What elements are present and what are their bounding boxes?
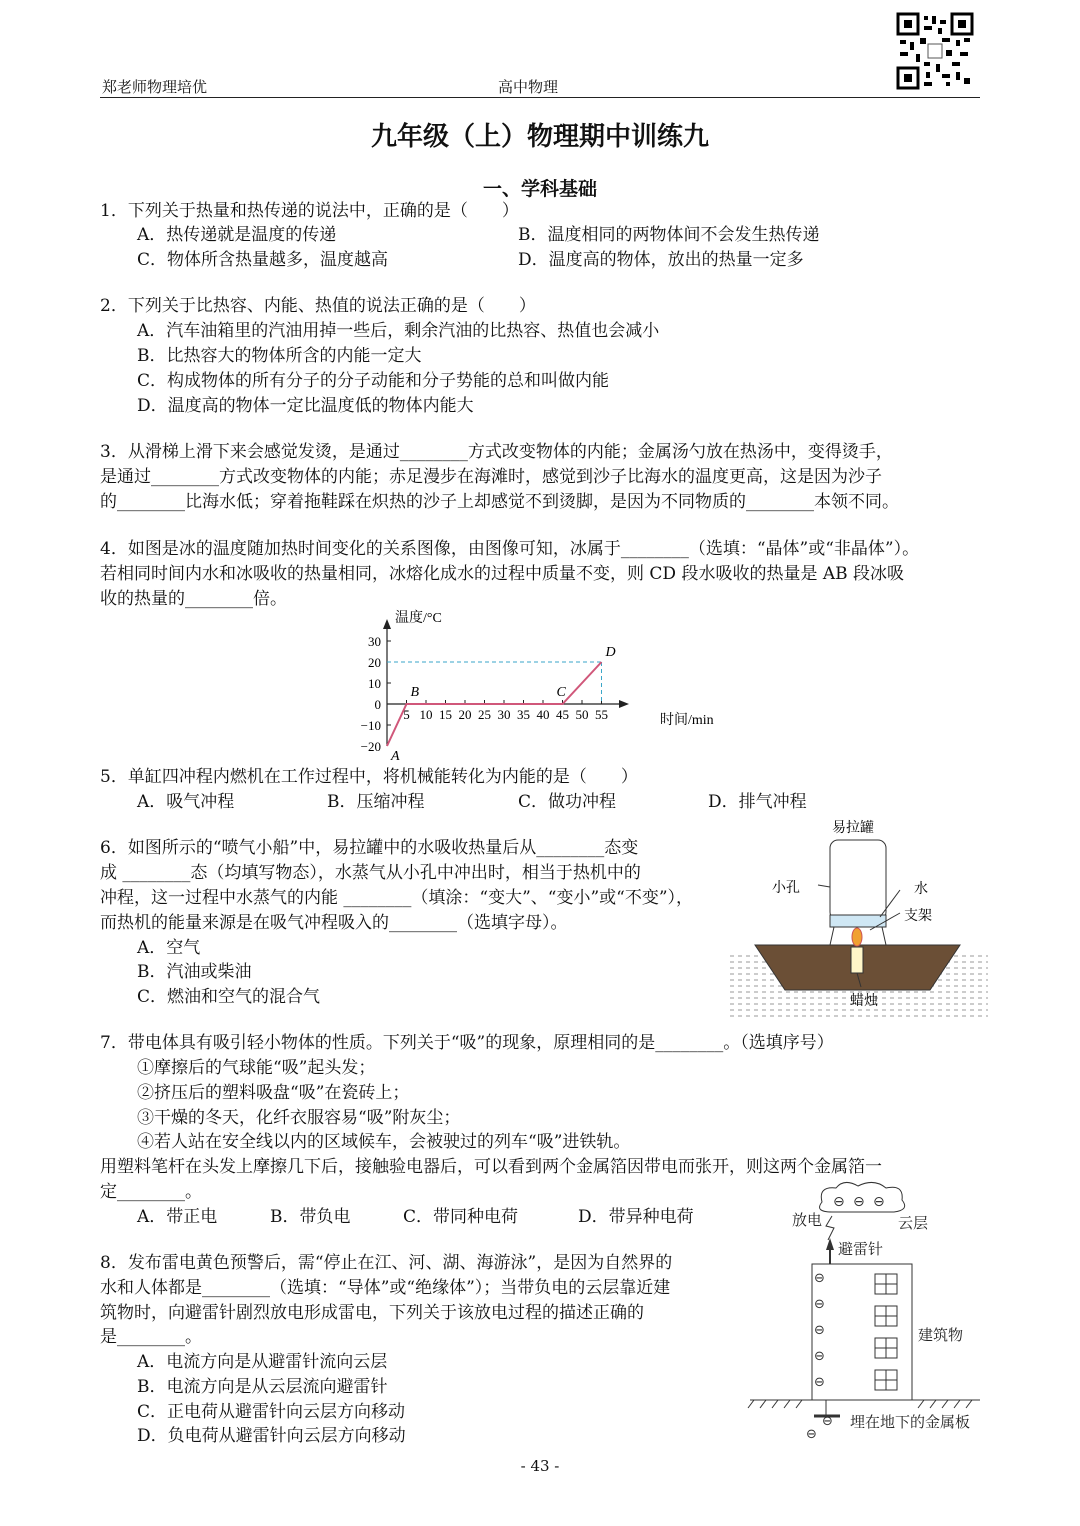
temperature-time-chart: [340, 600, 740, 760]
x-tick-label: 50: [575, 707, 589, 722]
q1-option-c: C．物体所含热量越多，温度越高: [137, 250, 389, 270]
q8-line-3: 筑物时，向避雷针剧烈放电形成雷电，下列关于该放电过程的描述正确的: [100, 1303, 644, 1323]
q7-item-3: ③干燥的冬天，化纤衣服容易“吸”附灰尘；: [137, 1108, 461, 1128]
q6-option-a: A．空气: [137, 938, 201, 958]
plate-charge: ⊖: [806, 1427, 817, 1442]
x-tick-label: 10: [419, 707, 433, 722]
q6-option-b: B．汽油或柴油: [137, 962, 252, 982]
y-tick-label: 10: [368, 676, 381, 691]
x-tick-label: 15: [439, 707, 452, 722]
page-title: 九年级（上）物理期中训练九: [370, 122, 709, 152]
q8-option-b: B．电流方向是从云层流向避雷针: [137, 1377, 388, 1397]
q5-option-b: B．压缩冲程: [327, 792, 425, 812]
x-tick-label: 20: [458, 707, 472, 722]
point-label-d: D: [605, 645, 616, 660]
q3-line-3: 的________比海水低；穿着拖鞋踩在炽热的沙子上却感觉不到烫脚，是因为不同物质的________本领不同。: [100, 492, 899, 512]
q7-line-5: 用塑料笔杆在头发上摩擦几下后，接触验电器后，可以看到两个金属箔因带电而张开，则这两个金属箔一: [100, 1157, 882, 1177]
cloud-charge: ⊖: [833, 1194, 845, 1210]
label-can: 易拉罐: [832, 821, 874, 836]
rod-tip: [826, 1238, 834, 1250]
wire-charge: ⊖: [814, 1375, 825, 1390]
q1-option-d: D．温度高的物体，放出的热量一定多: [518, 250, 804, 270]
q7-stem: 7．带电体具有吸引轻小物体的性质。下列关于“吸”的现象，原理相同的是________。（选填序号）: [100, 1033, 834, 1053]
q7-item-4: ④若人站在安全线以内的区域候车，会被驶过的列车“吸”进铁轨。: [137, 1132, 631, 1152]
y-axis-arrow: [383, 619, 391, 629]
q1-stem: 1．下列关于热量和热传递的说法中，正确的是（ ）: [100, 201, 519, 221]
q4-line-2: 若相同时间内水和冰吸收的热量相同，冰熔化成水的过程中质量不变，则 CD 段水吸收的热量是 AB 段冰吸: [100, 564, 905, 584]
candle: [851, 947, 863, 973]
lightning-rod-figure: [740, 1180, 990, 1450]
q1-option-a: A．热传递就是温度的传递: [137, 225, 337, 245]
x-tick-label: 45: [556, 707, 569, 722]
q7-option-c: C．带同种电荷: [403, 1207, 519, 1227]
jet-boat-figure: [730, 815, 990, 1025]
cloud-charge: ⊖: [873, 1194, 885, 1210]
q7-option-d: D．带异种电荷: [578, 1207, 694, 1227]
q2-option-c: C．构成物体的所有分子的分子动能和分子势能的总和叫做内能: [137, 371, 610, 391]
q4-line-3: 收的热量的________倍。: [100, 589, 287, 609]
q8-line-4: 是________。: [100, 1327, 202, 1347]
wire-charge: ⊖: [814, 1297, 825, 1312]
q6-line-1: 6．如图所示的“喷气小船”中，易拉罐中的水吸收热量后从________态变: [100, 838, 639, 858]
chart-ylabel: 温度/°C: [395, 611, 442, 626]
stand-left: [830, 927, 834, 945]
y-tick-label: 30: [368, 634, 381, 649]
q8-option-a: A．电流方向是从避雷针流向云层: [137, 1352, 388, 1372]
q2-option-a: A．汽车油箱里的汽油用掉一些后，剩余汽油的比热容、热值也会减小: [137, 321, 660, 341]
section-heading: 一、学科基础: [482, 178, 597, 200]
discharge-bolt: [826, 1216, 834, 1240]
y-tick-label: 0: [374, 697, 381, 712]
x-tick-label: 35: [517, 707, 530, 722]
wire-charge: ⊖: [814, 1323, 825, 1338]
label-building: 建筑物: [918, 1328, 964, 1344]
q6-line-4: 而热机的能量来源是在吸气冲程吸入的________（选填字母）。: [100, 913, 568, 933]
q5-option-d: D．排气冲程: [708, 792, 807, 812]
q2-stem: 2．下列关于比热容、内能、热值的说法正确的是（ ）: [100, 296, 536, 316]
label-stand: 支架: [904, 909, 932, 924]
point-label-a: A: [391, 749, 400, 760]
label-hole: 小孔: [772, 881, 800, 896]
x-axis-arrow: [619, 700, 629, 708]
stand-right: [882, 927, 886, 945]
q5-option-a: A．吸气冲程: [137, 792, 235, 812]
flame: [852, 928, 862, 946]
q4-line-1: 4．如图是冰的温度随加热时间变化的关系图像，由图像可知，冰属于________（选填：“晶体”或“非晶体”）。: [100, 539, 920, 559]
q6-option-c: C．燃油和空气的混合气: [137, 987, 321, 1007]
q8-option-d: D．负电荷从避雷针向云层方向移动: [137, 1426, 406, 1446]
point-label-b: B: [410, 685, 420, 700]
header-rule: [100, 97, 980, 98]
q6-line-2: 成 ________态（均填写物态），水蒸气从小孔中冲出时，相当于热机中的: [100, 863, 641, 883]
q2-option-b: B．比热容大的物体所含的内能一定大: [137, 346, 422, 366]
label-rod: 避雷针: [838, 1242, 884, 1258]
q2-option-d: D．温度高的物体一定比温度低的物体内能大: [137, 396, 474, 416]
q7-line-6: 定________。: [100, 1182, 202, 1202]
label-discharge: 放电: [792, 1213, 823, 1229]
header-center: 高中物理: [498, 78, 559, 96]
x-tick-label: 25: [478, 707, 491, 722]
q7-option-b: B．带负电: [270, 1207, 351, 1227]
point-label-c: C: [556, 685, 566, 700]
q7-item-1: ①摩擦后的气球能“吸”起头发；: [137, 1058, 376, 1078]
y-tick-label: −10: [360, 718, 381, 733]
cloud-charge: ⊖: [853, 1194, 865, 1210]
q7-option-a: A．带正电: [137, 1207, 218, 1227]
plate-charge: ⊖: [822, 1414, 833, 1429]
y-tick-label: 20: [368, 655, 381, 670]
q5-option-c: C．做功冲程: [518, 792, 617, 812]
wire-charge: ⊖: [814, 1349, 825, 1364]
x-tick-label: 5: [403, 707, 410, 722]
q8-option-c: C．正电荷从避雷针向云层方向移动: [137, 1402, 406, 1422]
header-left: 郑老师物理培优: [102, 78, 208, 96]
label-candle: 蜡烛: [850, 994, 878, 1009]
q3-line-1: 3．从滑梯上滑下来会感觉发烫，是通过________方式改变物体的内能；金属汤勺放在热汤中，变得烫手，: [100, 442, 893, 462]
q8-line-1: 8．发布雷电黄色预警后，需“停止在江、河、湖、海游泳”，是因为自然界的: [100, 1253, 673, 1273]
page-number: - 43 -: [520, 1457, 560, 1475]
chart-xlabel: 时间/min: [660, 713, 714, 728]
x-tick-label: 55: [595, 707, 608, 722]
y-tick-label: −20: [360, 739, 381, 754]
x-tick-label: 30: [497, 707, 511, 722]
q6-line-3: 冲程，这一过程中水蒸气的内能 ________（填涂：“变大”、“变小”或“不变”），: [100, 888, 694, 908]
label-water: 水: [914, 882, 928, 897]
q5-stem: 5．单缸四冲程内燃机在工作过程中，将机械能转化为内能的是（ ）: [100, 767, 638, 787]
q7-item-2: ②挤压后的塑料吸盘“吸”在瓷砖上；: [137, 1083, 410, 1103]
qr-code: [896, 12, 974, 90]
wire-charge: ⊖: [814, 1271, 825, 1286]
x-tick-label: 40: [536, 707, 550, 722]
label-cloud: 云层: [898, 1216, 929, 1232]
q8-line-2: 水和人体都是________（选填：“导体”或“绝缘体”）；当带负电的云层靠近建: [100, 1278, 671, 1298]
label-plate: 埋在地下的金属板: [850, 1415, 971, 1431]
q3-line-2: 是通过________方式改变物体的内能；赤足漫步在海滩时，感觉到沙子比海水的温度更高，这是因为沙子: [100, 467, 882, 487]
can: [830, 840, 886, 920]
q1-option-b: B．温度相同的两物体间不会发生热传递: [518, 225, 820, 245]
